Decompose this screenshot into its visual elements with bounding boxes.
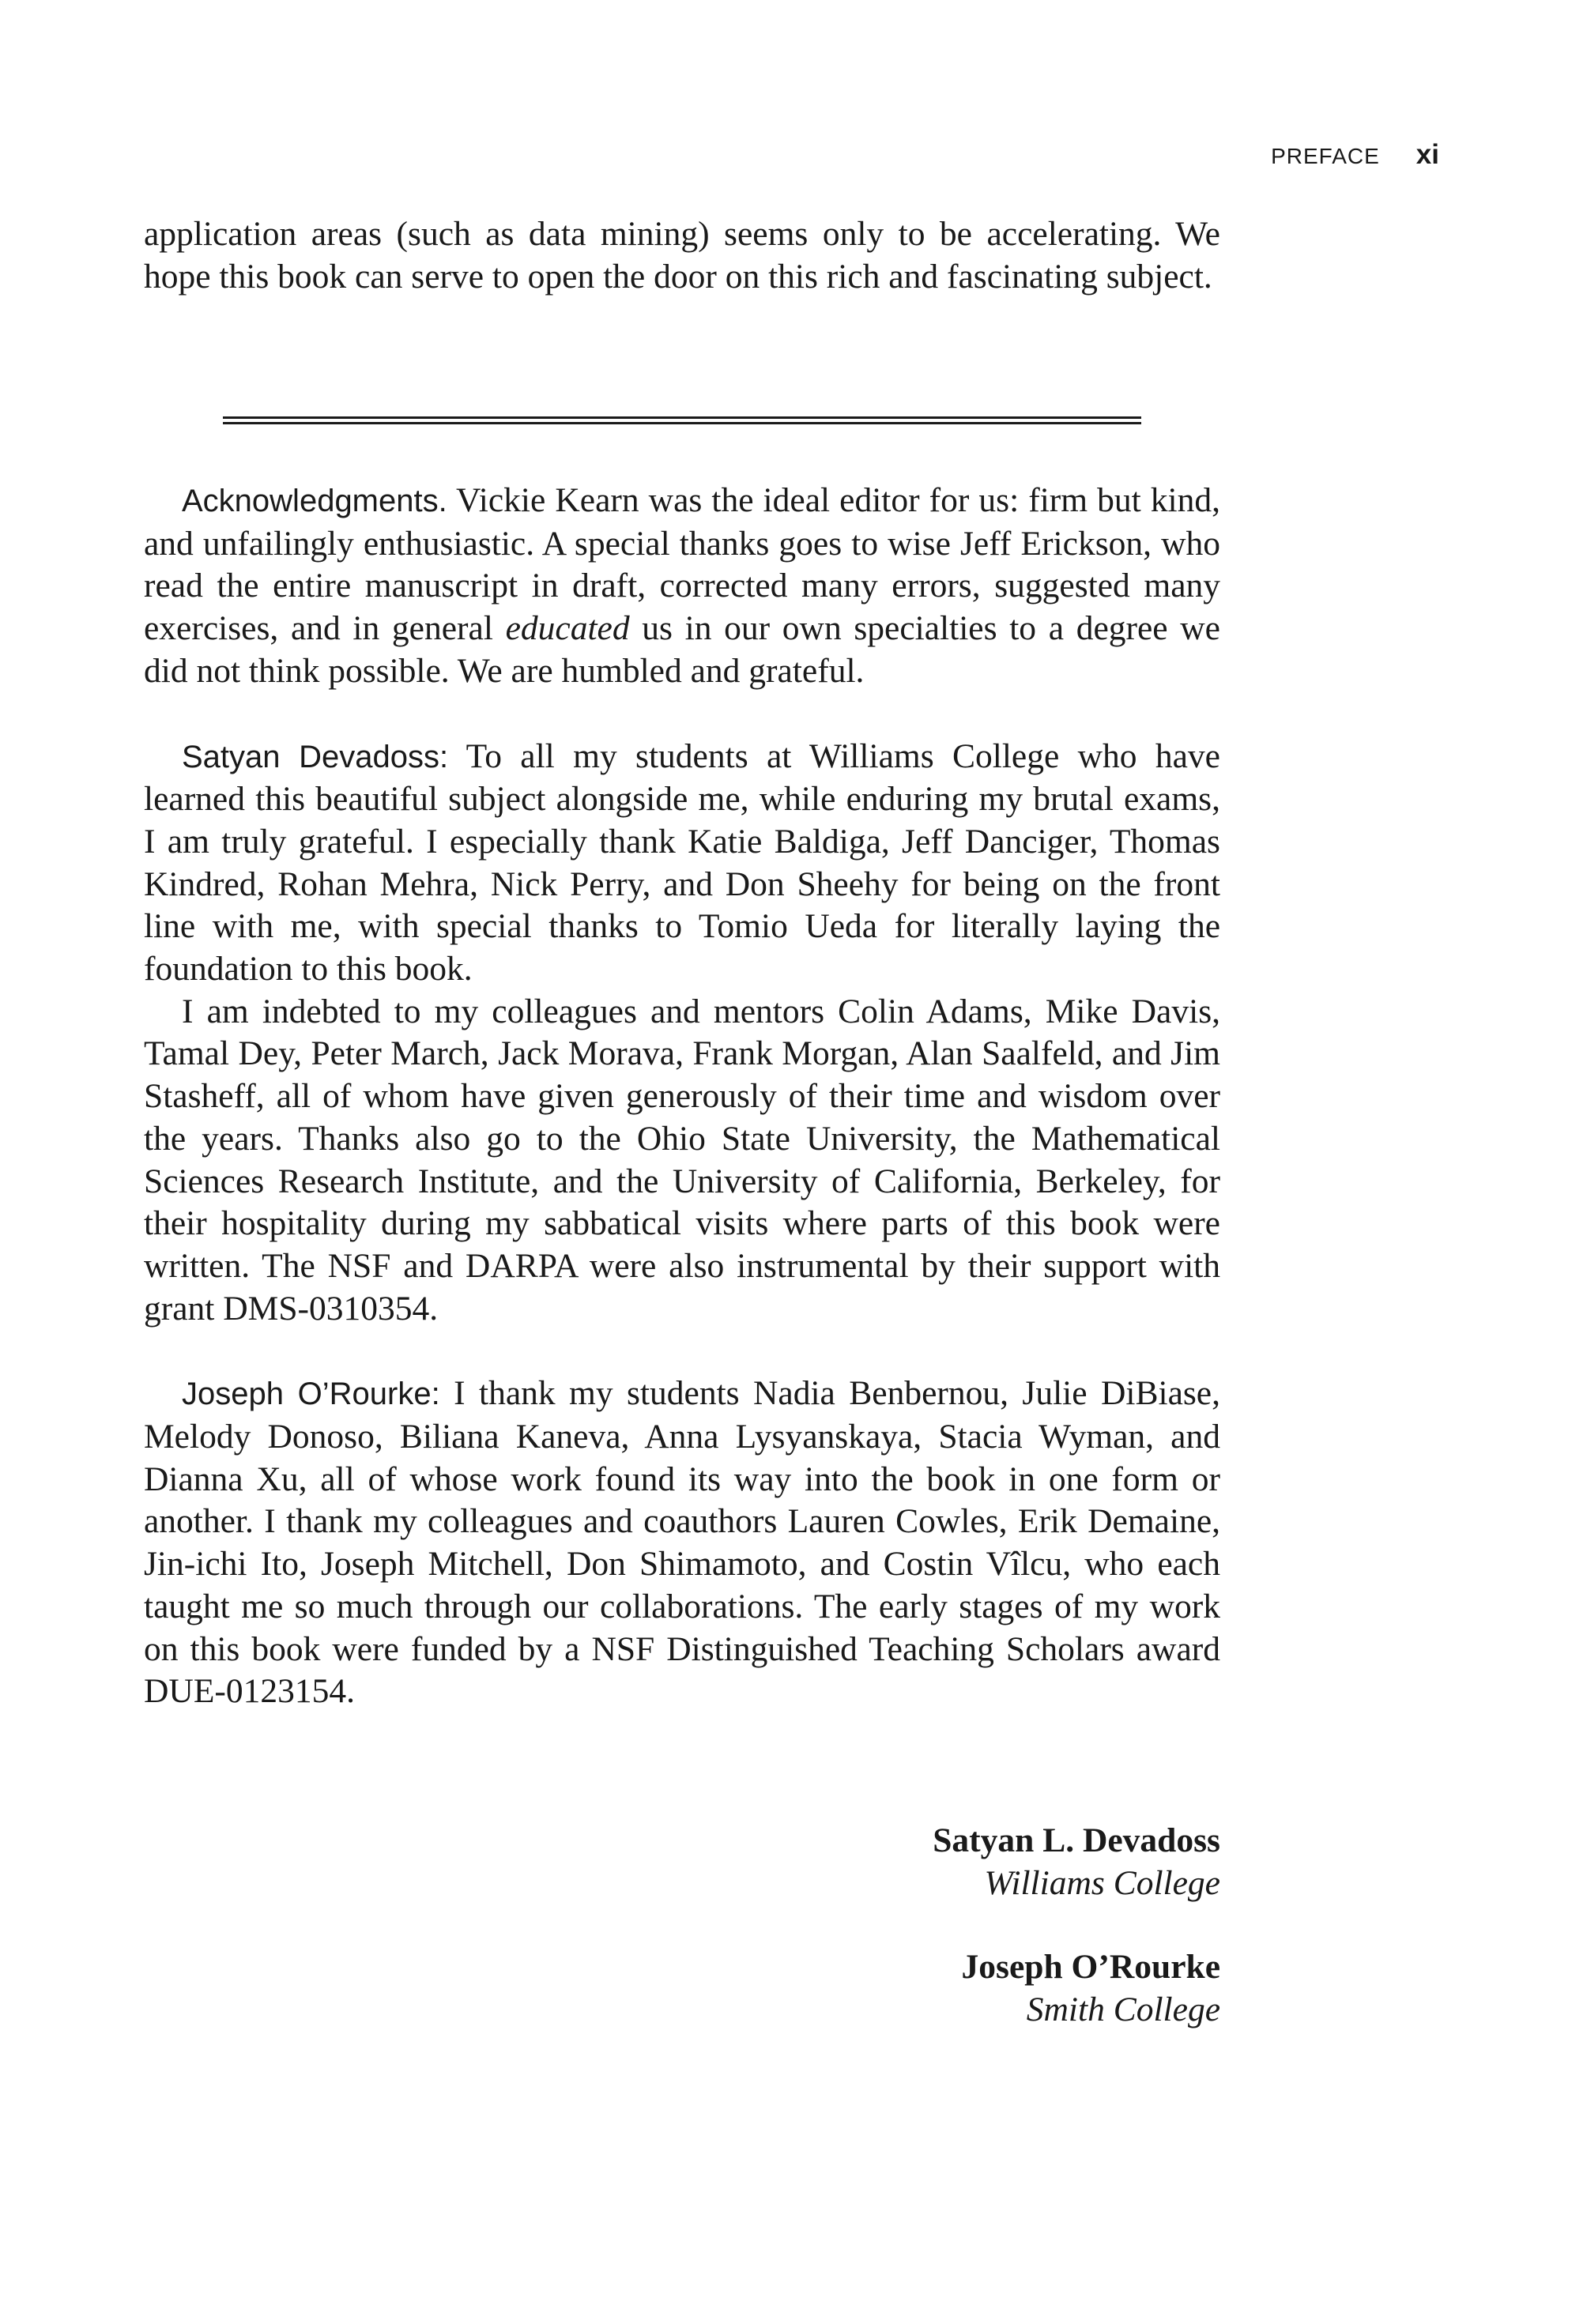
devadoss-paragraph-1	[144, 736, 1220, 991]
running-title: PREFACE	[1271, 144, 1380, 168]
page-number: xi	[1415, 139, 1439, 170]
acknowledgments-text-end: us in our own specialties to a degree we did not think possible. We are humbled and grateful.	[144, 609, 1220, 690]
intro-block	[144, 213, 1220, 298]
orourke-text: I thank my students Nadia Benbernou, Julie DiBiase, Melody Donoso, Biliana Kaneva, Anna Lysyanskaya, Stacia Wyman, and Dianna Xu, all of whose work found its way into the book in one form or another. I thank my colleagues and coauthors Lauren Cowles, Erik Demaine, Jin-ichi Ito, Joseph Mitchell, Don Shimamoto, and Costin Vîlcu, who each taught me so much through our collaborations. The early stages of my work on this book were funded by a NSF Distinguished Teaching Scholars award DUE-0123154.	[144, 1374, 1220, 1711]
acknowledgments-emphasis: educated	[505, 609, 630, 648]
signatures	[933, 1819, 1220, 2031]
signature-name: Satyan L. Devadoss	[933, 1821, 1220, 1859]
signature-affiliation: Williams College	[984, 1864, 1220, 1902]
acknowledgments-section	[144, 480, 1220, 1713]
orourke-paragraph	[144, 1373, 1220, 1713]
devadoss-text-1: To all my students at Williams College who have learned this beautiful subject alongside me, while enduring my brutal exams, I am truly grateful. I especially thank Katie Baldiga, Jeff Danciger, Thomas Kindred, Rohan Mehra, Nick Perry, and Don Sheehy for being on the front line with me, with special thanks to Tomio Ueda for literally laying the foundation to this book.	[144, 736, 1220, 989]
orourke-heading: Joseph O’Rourke:	[182, 1377, 440, 1412]
acknowledgments-paragraph	[144, 480, 1220, 693]
acknowledgments-heading: Acknowledgments.	[182, 484, 447, 518]
intro-paragraph: application areas (such as data mining) seems only to be accelerating. We hope this book can serve to open the door on this rich and fascinating subject.	[144, 215, 1220, 296]
signature-affiliation: Smith College	[1026, 1991, 1220, 2028]
acknowledgments-text-start: Vickie Kearn was the ideal editor for us: firm but kind, and unfailingly enthusiastic. A special thanks goes to wise Jeff Erickson, who read the entire manuscript in draft, corrected many errors, suggested many exercises, and in general	[144, 481, 1220, 648]
signature-devadoss	[933, 1819, 1220, 1904]
section-divider	[223, 416, 1141, 424]
devadoss-heading: Satyan Devadoss:	[182, 739, 449, 774]
signature-name: Joseph O’Rourke	[961, 1948, 1220, 1986]
running-head	[1271, 139, 1439, 171]
devadoss-paragraph-2: I am indebted to my colleagues and mentors Colin Adams, Mike Davis, Tamal Dey, Peter March, Jack Morava, Frank Morgan, Alan Saalfeld, and Jim Stasheff, all of whom have given generously of their time and wisdom over the years. Thanks also go to the Ohio State University, the Mathematical Sciences Research Institute, and the University of California, Berkeley, for their hospitality during my sabbatical visits where parts of this book were written. The NSF and DARPA were also instrumental by their support with grant DMS-0310354.	[144, 992, 1220, 1328]
signature-orourke	[933, 1945, 1220, 2031]
